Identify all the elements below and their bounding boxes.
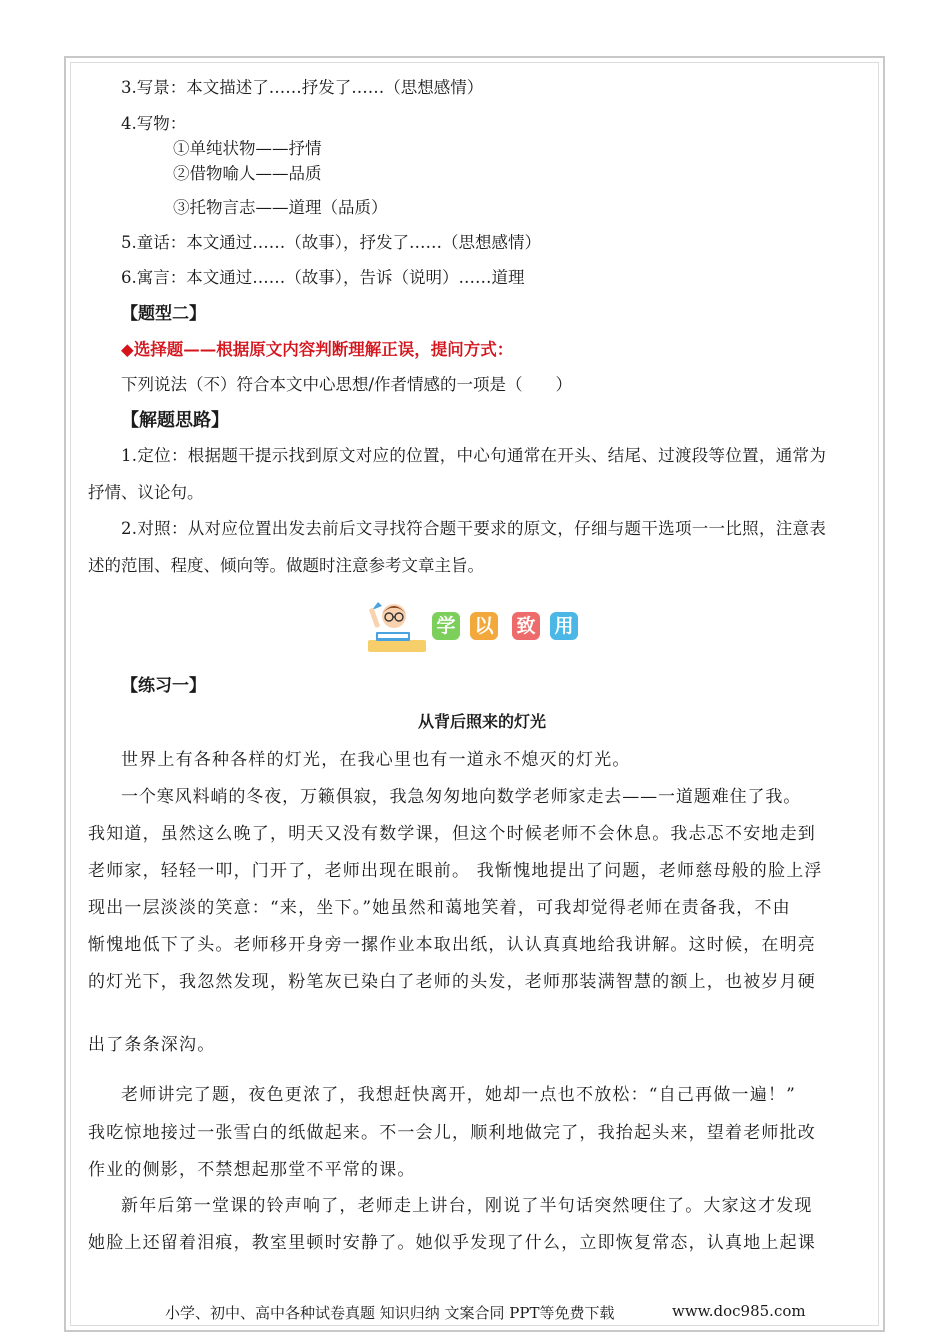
banner-tile-4	[550, 612, 578, 640]
banner-tile-3	[512, 612, 540, 640]
item-3-scenery: 3.写景：本文描述了……抒发了……（思想感情）	[121, 78, 484, 97]
approach-1-line-2: 抒情、议论句。	[88, 483, 204, 502]
student-reading-icon	[364, 598, 430, 656]
footer-url[interactable]: www.doc985.com	[672, 1302, 806, 1320]
type2-question-kind: ◆选择题——根据原文内容判断理解正误，提问方式：	[121, 340, 514, 359]
item-4-subitem-c: ③托物言志——道理（品质）	[173, 198, 388, 217]
passage-line-1: 世界上有各种各样的灯光，在我心里也有一道永不熄灭的灯光。	[121, 750, 631, 770]
passage-line-13: 她脸上还留着泪痕，教室里顿时安静了。她似乎发现了什么，立即恢复常态，认真地上起课	[88, 1233, 816, 1253]
learn-apply-banner	[364, 598, 584, 656]
passage-line-9: 老师讲完了题，夜色更浓了，我想赶快离开，她却一点也不放松：“自己再做一遍！”	[121, 1085, 796, 1105]
banner-char-4: 用	[554, 615, 574, 637]
item-6-fable: 6.寓言：本文通过……（故事），告诉（说明）……道理	[121, 268, 525, 287]
approach-2-line-2: 述的范围、程度、倾向等。做题时注意参考文章主旨。	[88, 556, 484, 575]
approach-1-line-1: 1.定位：根据题干提示找到原文对应的位置，中心句通常在开头、结尾、过渡段等位置，通常为	[121, 446, 827, 465]
exercise-title: 从背后照来的灯光	[418, 712, 547, 731]
footer-text: 小学、初中、高中各种试卷真题 知识归纳 文案合同 PPT等免费下载	[165, 1304, 615, 1322]
exercise-heading: 【练习一】	[121, 676, 206, 696]
approach-heading: 【解题思路】	[121, 410, 229, 431]
approach-2-line-1: 2.对照：从对应位置出发去前后文寻找符合题干要求的原文，仔细与题干选项一一比照，注意表	[121, 519, 827, 538]
banner-char-1: 学	[436, 615, 456, 637]
type2-question: 下列说法（不）符合本文中心思想/作者情感的一项是（ ）	[121, 375, 573, 394]
banner-tile-2	[470, 612, 498, 640]
type2-heading: 【题型二】	[121, 304, 206, 324]
passage-line-6: 惭愧地低下了头。老师移开身旁一摞作业本取出纸，认认真真地给我讲解。这时候，在明亮	[88, 935, 816, 955]
item-5-fairy-tale: 5.童话：本文通过……（故事），抒发了……（思想感情）	[121, 233, 541, 252]
passage-line-8: 出了条条深沟。	[88, 1035, 216, 1055]
banner-char-2: 以	[474, 615, 494, 637]
passage-line-2: 一个寒风料峭的冬夜，万籁俱寂，我急匆匆地向数学老师家走去——一道题难住了我。	[121, 787, 802, 807]
passage-line-3: 我知道，虽然这么晚了，明天又没有数学课，但这个时候老师不会休息。我忐忑不安地走到	[88, 824, 816, 844]
passage-line-10: 我吃惊地接过一张雪白的纸做起来。不一会儿，顺利地做完了，我抬起头来，望着老师批改	[88, 1123, 816, 1143]
passage-line-11: 作业的侧影，不禁想起那堂不平常的课。	[88, 1160, 416, 1180]
item-4-subitem-a: ①单纯状物——抒情	[173, 139, 322, 158]
item-4-subitem-b: ②借物喻人——品质	[173, 164, 322, 183]
item-4-objects: 4.写物：	[121, 114, 187, 133]
banner-tile-1	[432, 612, 460, 640]
banner-char-3: 致	[516, 615, 536, 637]
passage-line-7: 的灯光下，我忽然发现，粉笔灰已染白了老师的头发，老师那装满智慧的额上，也被岁月硬	[88, 972, 816, 992]
passage-line-12: 新年后第一堂课的铃声响了，老师走上讲台，刚说了半句话突然哽住了。大家这才发现	[121, 1196, 813, 1216]
passage-line-5: 现出一层淡淡的笑意：“来，坐下。”她虽然和蔼地笑着，可我却觉得老师在责备我，不由	[88, 898, 791, 918]
passage-line-4: 老师家，轻轻一叩，门开了，老师出现在眼前。 我惭愧地提出了问题，老师慈母般的脸上浮	[88, 861, 823, 881]
